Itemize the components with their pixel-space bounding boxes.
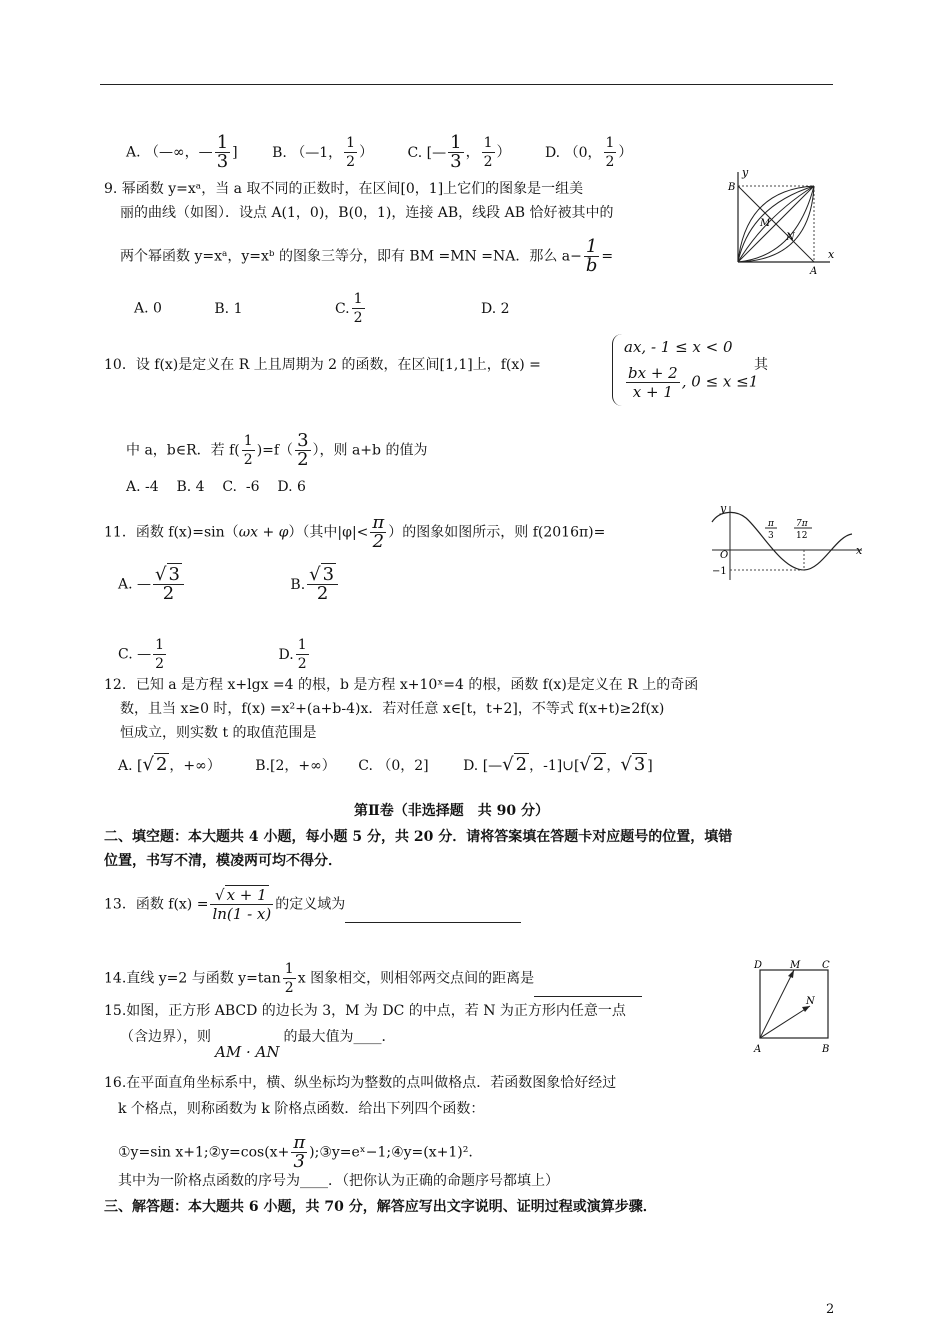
answer-header: 三、解答题：本大题共 6 小题，共 70 分，解答应写出文字说明、证明过程或演算步骤． [104,1199,657,1215]
fig9-N: N [786,232,795,243]
fig9-y: y [742,166,749,179]
fill-header-1: 二、填空题：本大题共 4 小题，每小题 5 分，共 20 分．请将答案填在答题卡对应题号的位置，填错 [104,829,733,845]
fig15-N: N [806,996,815,1007]
q16-line4: 其中为一阶格点函数的序号为____．（把你认为正确的命题序号都填上） [118,1173,559,1189]
q10-line1: 10．设 f(x)是定义在 R 上且周期为 2 的函数，在区间[1,1]上，f(x) = [104,357,541,373]
q10-case2: $\frac{bx + 2}{x + 1}$ , 0 ≤ x ≤1 [628,364,759,401]
q16-line1: 16.在平面直角坐标系中，横、纵坐标均为整数的点叫做格点．若函数图象恰好经过 [104,1075,617,1091]
fill-header-2: 位置，书写不清，模凌两可均不得分． [104,853,342,869]
fig11-x: x [856,544,863,557]
fig11-y: y [720,502,727,515]
q12-line1: 12．已知 a 是方程 x+lgx =4 的根，b 是方程 x+10ˣ=4 的根，函数 f(x)是定义在 R 上的奇函 [104,677,699,693]
fig9-x: x [828,248,835,261]
q11-options-ab: A. — $\frac{√ 3}{2}$ B. $\frac{√ 3}{2}$ [118,566,340,603]
fig15-M: M [790,960,801,971]
fig11-O: O [720,550,729,561]
square-figure [750,956,840,1056]
q15-line1: 15.如图，正方形 ABCD 的边长为 3，M 为 DC 的中点，若 N 为正方形内任意一点 [104,1003,626,1019]
q16-line3: ①y=sin x+1;②y=cos(x+ $\frac{\pi}{3}$ );③y=eˣ−1;④y=(x+1)². [118,1132,473,1172]
q14-answer-blank[interactable] [534,996,642,997]
fig11-t2-num: 7π [796,519,808,529]
q13-answer-blank[interactable] [345,922,521,923]
q11-options-cd: C. — $\frac{1}{2}$ D. $\frac{1}{2}$ [118,637,307,672]
fig11-t2-den: 12 [796,531,808,541]
page-number: 2 [826,1302,835,1317]
fig15-B: B [822,1044,830,1055]
q12-options: A. [√ 2 ，+∞） B.[2，+∞） C. （0，2] D. [—√ 2 ，-1]∪[√ 2 ，√ 3 ] [118,754,653,775]
q15-line2: （含边界），则AM · AN的最大值为____． [120,1029,396,1061]
q9-line3: 两个幂函数 y=xᵃ，y=xᵇ 的图象三等分，即有 BM =MN =NA．那么 a− $\frac{1}{b}$ = [120,236,614,276]
power-function-figure [726,166,838,278]
sine-graph-figure [706,500,866,584]
fig15-A: A [754,1044,762,1055]
fig15-D: D [754,960,763,971]
q10-line1-end: 其 [754,357,768,373]
fig9-B: B [728,182,736,193]
section2-title: 第Ⅱ卷（非选择题 共 90 分） [354,803,550,819]
fig9-M: M [760,218,771,229]
fig9-A: A [810,266,818,277]
q16-line2: k 个格点，则称函数为 k 阶格点函数．给出下列四个函数： [118,1101,485,1117]
q9-line2: 丽的曲线（如图）．设点 A(1，0)，B(0，1)，连接 AB，线段 AB 恰好被其中的 [120,205,614,221]
fig11-t1-den: 3 [768,531,774,541]
header-rule [100,84,833,85]
q9-options: A. 0 B. 1 C. $\frac{1}{2}$ D. 2 [134,291,510,326]
q14: 14.直线 y=2 与函数 y=tan $\frac{1}{2}$ x 图象相交，则相邻两交点间的距离是 [104,960,642,997]
q8-options: A. （—∞，— $\frac{1}{3}$ ] B. （—1， $\frac{1}{2}$ ） C. [— $\frac{1}{3}$ ， $\frac{1}{2}$ ） D. （0， $\frac{1}{2}$ ） [126,132,633,172]
q10-options: A. -4 B. 4 C. -6 D. 6 [126,479,306,495]
q12-line3: 恒成立，则实数 t 的取值范围是 [120,725,317,741]
q10-line2: 中 a，b∈R．若 f( $\frac{1}{2}$ )=f（ $\frac{3}{2}$ ），则 a+b 的值为 [126,430,428,470]
fig15-C: C [822,960,830,971]
q10-case1: ax, - 1 ≤ x < 0 [624,338,733,356]
fig11-neg1: −1 [712,566,727,577]
q9-line1: 9. 幂函数 y=xᵃ，当 a 取不同的正数时，在区间[0，1]上它们的图象是一组美 [104,181,584,197]
fig11-t1-num: π [768,519,774,529]
q11-line1: 11．函数 f(x)=sin（ωx + φ）（其中|φ|< $\frac{\pi}{2}$ ）的图象如图所示，则 f(2016π)= [104,512,606,552]
q12-line2: 数，且当 x≥0 时，f(x) =x²+(a+b-4)x．若对任意 x∈[t，t+2]，不等式 f(x+t)≥2f(x) [120,701,665,717]
q13: 13．函数 f(x) = $\frac{√ x + 1}{\ln(1 - x)}$ 的定义域为 [104,886,521,923]
